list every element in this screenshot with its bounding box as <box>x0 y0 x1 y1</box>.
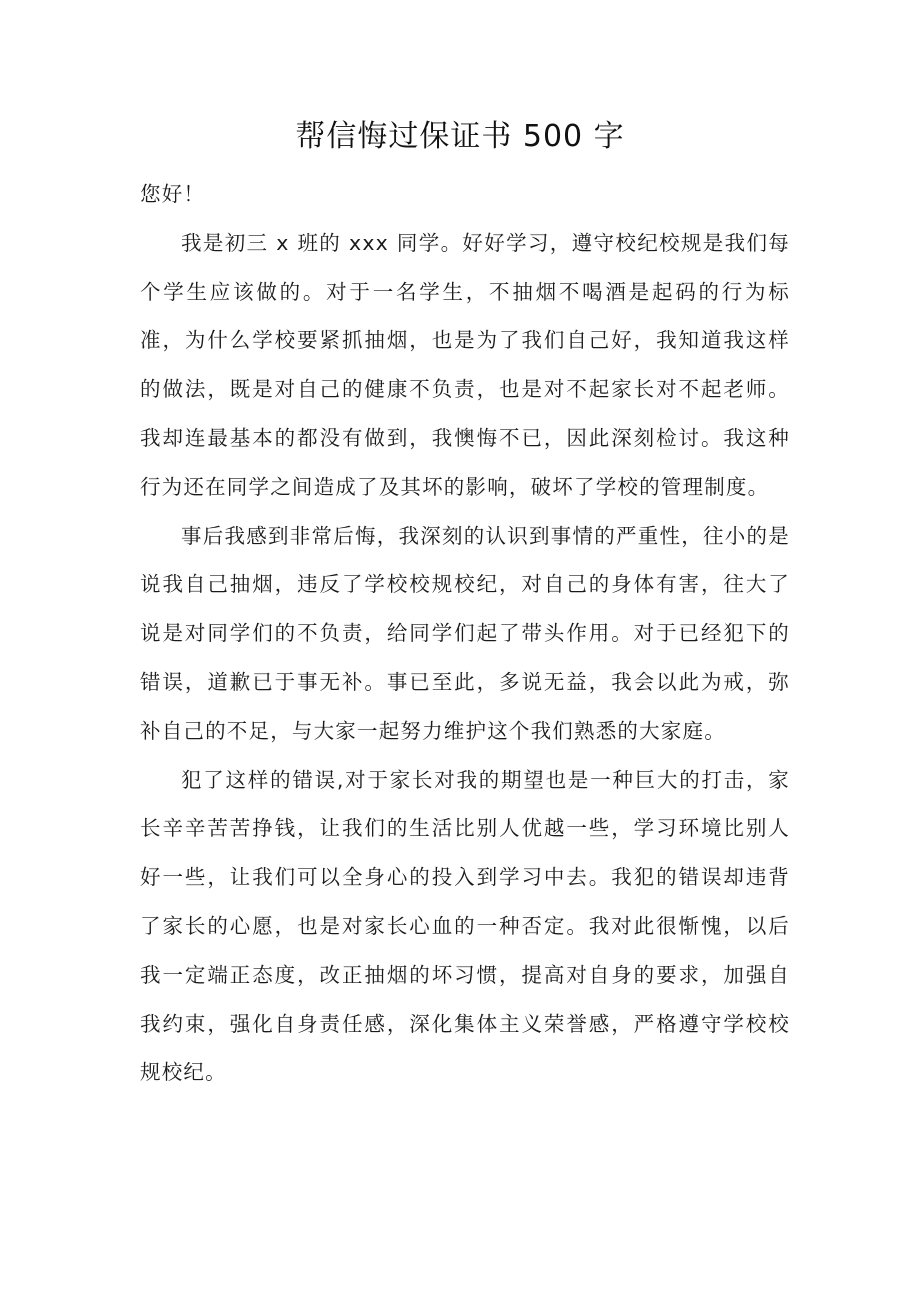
paragraph-3: 犯了这样的错误,对于家长对我的期望也是一种巨大的打击，家长辛辛苦苦挣钱，让我们的生活比别人优越一些，学习环境比别人好一些，让我们可以全身心的投入到学习中去。我犯的错误却违背了家长的心愿，也是对家长心血的一种否定。我对此很惭愧，以后我一定端正态度，改正抽烟的坏习惯，提高对自身的要求，加强自我约束，强化自身责任感，深化集体主义荣誉感，严格遵守学校校规校纪。 <box>140 767 790 1085</box>
document-body <box>140 170 790 1097</box>
greeting: 您好！ <box>140 182 206 206</box>
paragraph-2: 事后我感到非常后悔，我深刻的认识到事情的严重性，往小的是说我自己抽烟，违反了学校校规校纪，对自己的身体有害，往大了说是对同学们的不负责，给同学们起了带头作用。对于已经犯下的错误，道歉已于事无补。事已至此，多说无益，我会以此为戒，弥补自己的不足，与大家一起努力维护这个我们熟悉的大家庭。 <box>140 523 790 743</box>
document-title: 帮信悔过保证书 500 字 <box>295 119 625 154</box>
paragraph-1: 我是初三 x 班的 xxx 同学。好好学习，遵守校纪校规是我们每个学生应该做的。对于一名学生，不抽烟不喝酒是起码的行为标准，为什么学校要紧抓抽烟，也是为了我们自己好，我知道我这样的做法，既是对自己的健康不负责，也是对不起家长对不起老师。我却连最基本的都没有做到，我懊悔不已，因此深刻检讨。我这种行为还在同学之间造成了及其坏的影响，破坏了学校的管理制度。 <box>140 230 790 499</box>
